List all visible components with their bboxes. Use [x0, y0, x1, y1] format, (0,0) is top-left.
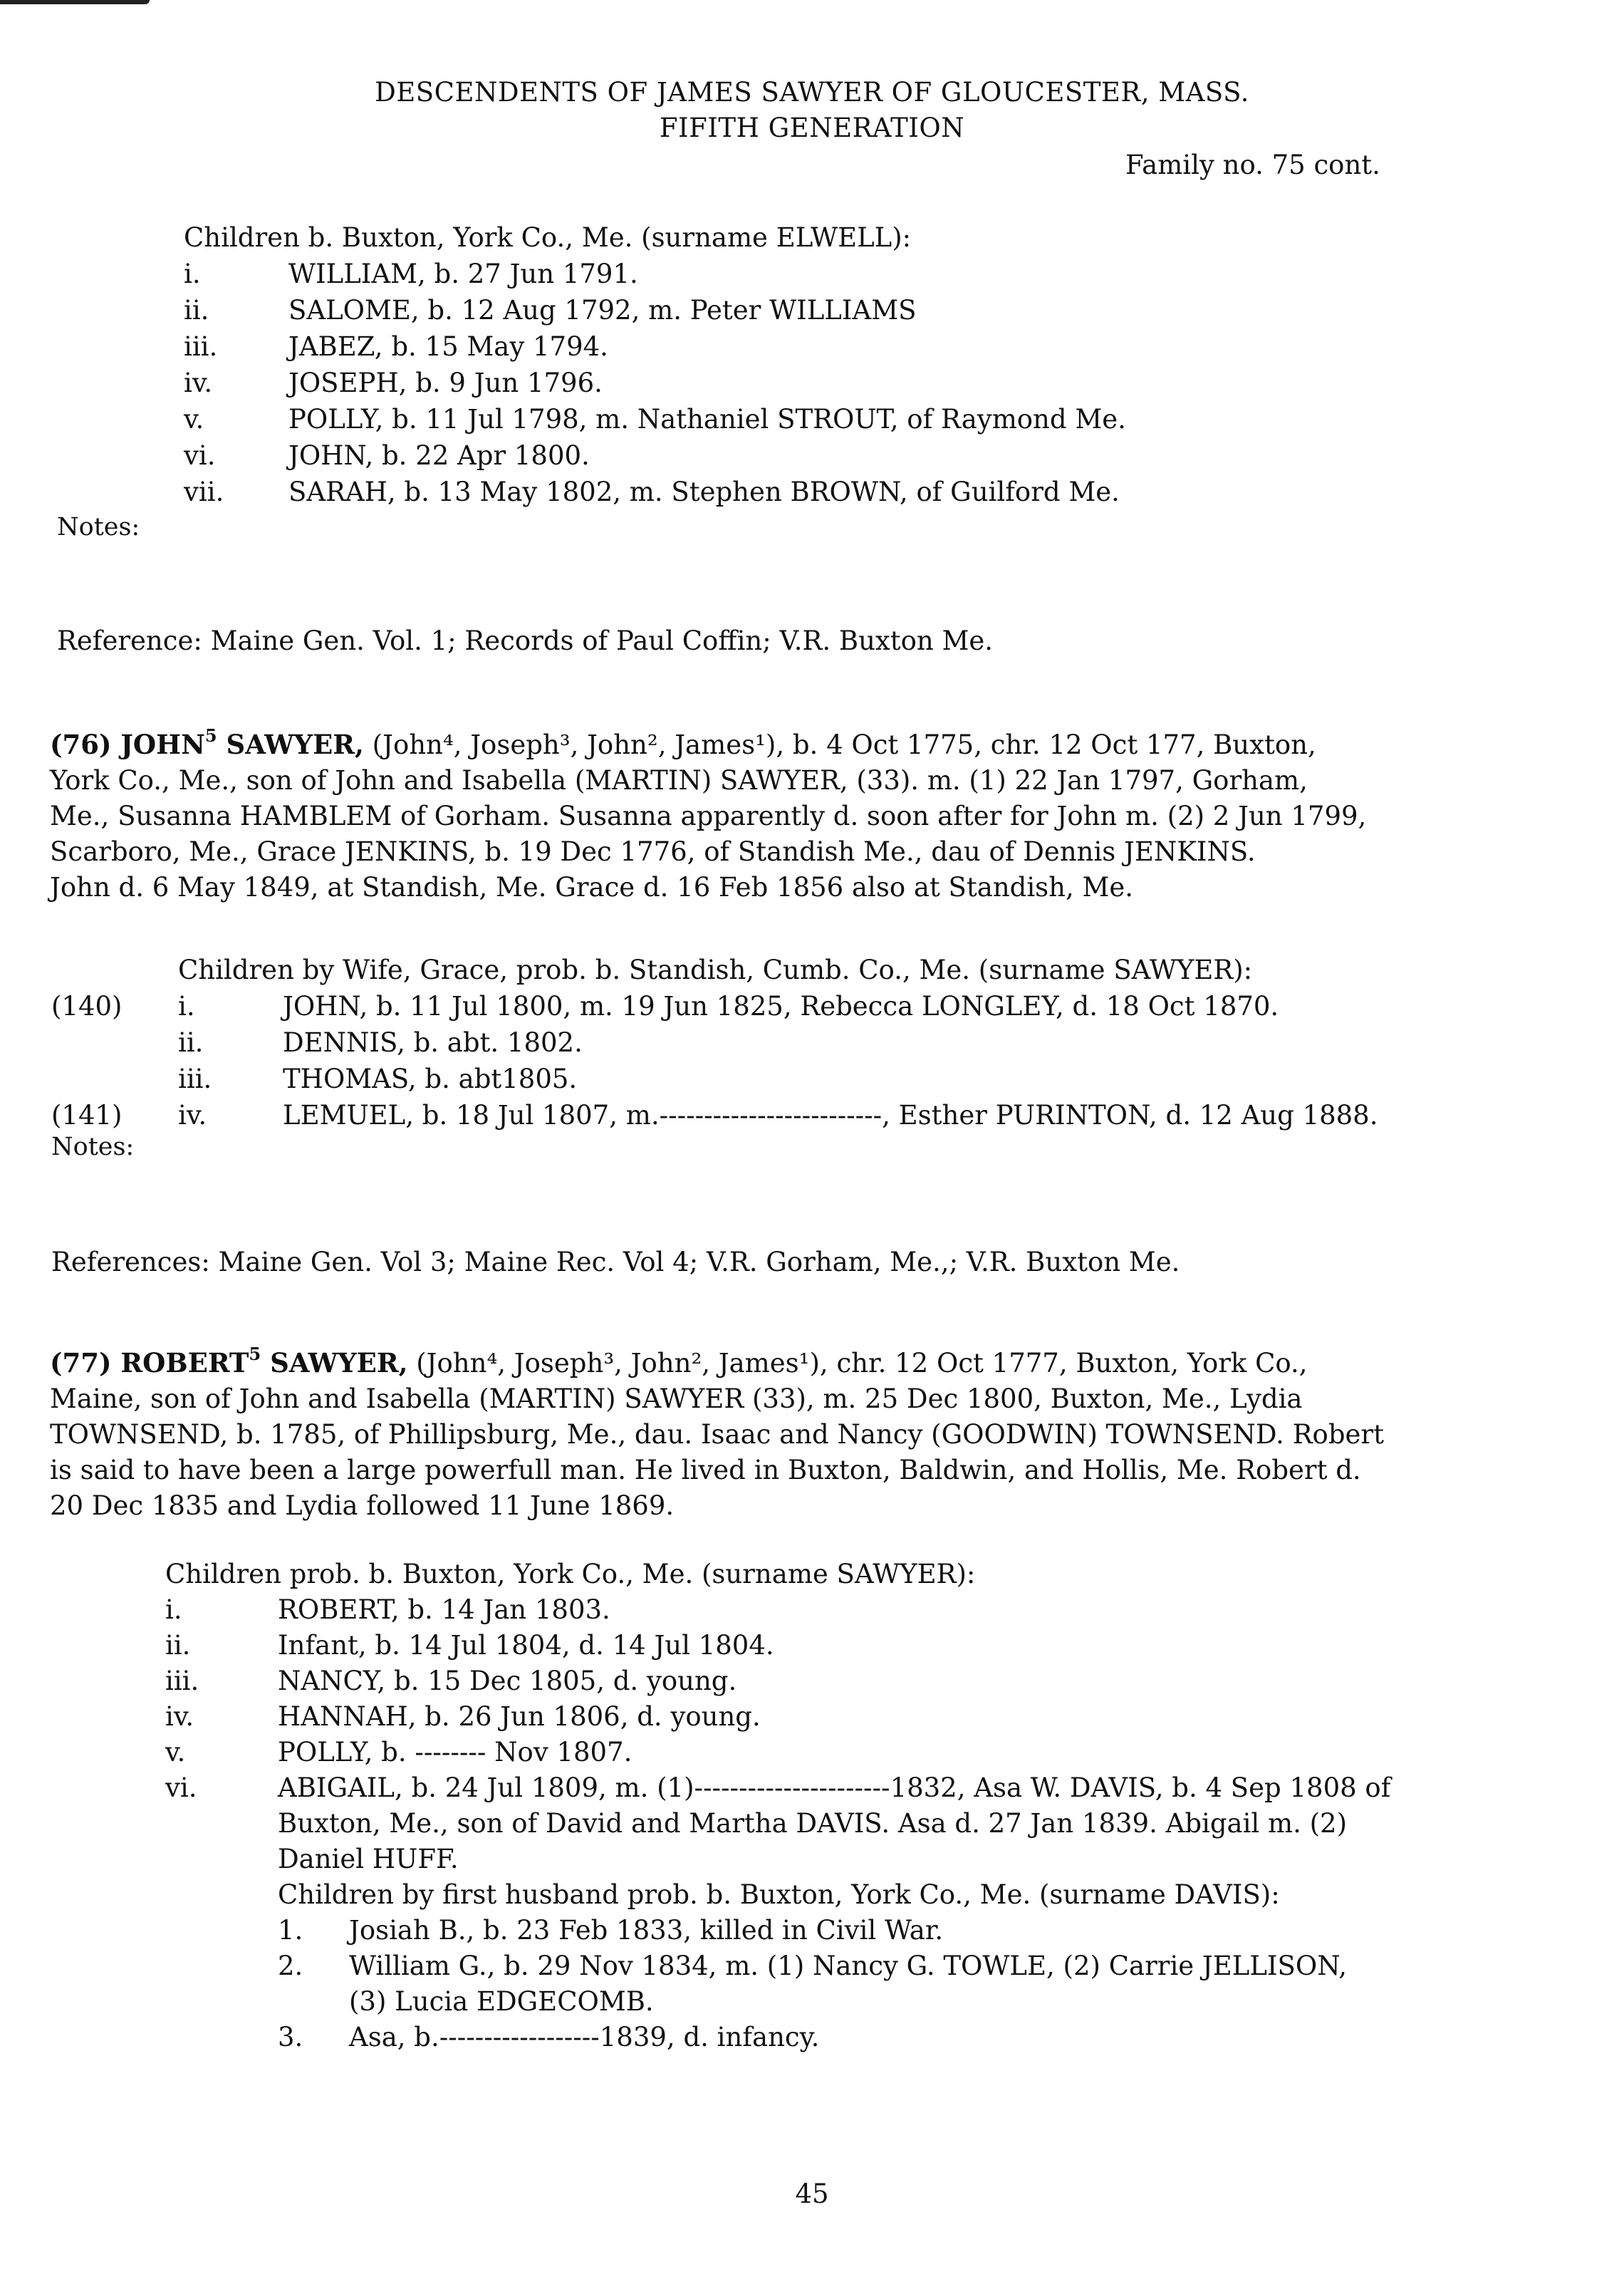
children-intro: Children prob. b. Buxton, York Co., Me. (surname SAWYER):: [165, 1559, 976, 1589]
grandchild-number: 2.: [278, 1951, 303, 1981]
grandchild-entry: William G., b. 29 Nov 1834, m. (1) Nancy G. TOWLE, (2) Carrie JELLISON,: [349, 1951, 1347, 1981]
child-entry: SARAH, b. 13 May 1802, m. Stephen BROWN, of Guilford Me.: [288, 477, 1120, 507]
child-roman: v.: [184, 404, 204, 435]
grandchild-entry-continued: (3) Lucia EDGECOMB.: [349, 1986, 654, 2017]
child-roman: ii.: [165, 1630, 191, 1661]
child-roman: iv.: [165, 1701, 194, 1732]
child-entry: WILLIAM, b. 27 Jun 1791.: [288, 259, 638, 289]
lineage-text: (John⁴, Joseph³, John², James¹), chr. 12 Oct 1777, Buxton, York Co.,: [416, 1348, 1308, 1379]
notes-label: Notes:: [51, 1133, 135, 1161]
child-roman: ii.: [178, 1027, 204, 1058]
paragraph-line: TOWNSEND, b. 1785, of Phillipsburg, Me., dau. Isaac and Nancy (GOODWIN) TOWNSEND. Robert: [50, 1419, 1384, 1450]
child-entry: Infant, b. 14 Jul 1804, d. 14 Jul 1804.: [278, 1630, 774, 1661]
family-77-paragraph: [50, 1345, 1489, 1524]
child-cross-reference: (140): [51, 991, 123, 1022]
child-roman: iv.: [184, 368, 213, 398]
child-cross-reference: (141): [51, 1100, 123, 1131]
child-entry: POLLY, b. 11 Jul 1798, m. Nathaniel STROUT, of Raymond Me.: [288, 404, 1126, 435]
child-roman: iii.: [184, 331, 218, 362]
child-entry: SALOME, b. 12 Aug 1792, m. Peter WILLIAMS: [288, 295, 917, 326]
child-roman: vii.: [184, 477, 224, 507]
child-roman: iii.: [178, 1064, 212, 1094]
grandchild-number: 3.: [278, 2022, 303, 2052]
child-entry: NANCY, b. 15 Dec 1805, d. young.: [278, 1666, 737, 1696]
child-entry: ROBERT, b. 14 Jan 1803.: [278, 1594, 610, 1625]
child-roman: iv.: [178, 1100, 207, 1131]
paragraph-line: 20 Dec 1835 and Lydia followed 11 June 1869.: [50, 1490, 675, 1521]
paragraph-line: is said to have been a large powerfull man. He lived in Buxton, Baldwin, and Hollis, Me. Robert d.: [50, 1455, 1361, 1485]
child-entry-continued: Buxton, Me., son of David and Martha DAVIS. Asa d. 27 Jan 1839. Abigail m. (2): [278, 1808, 1348, 1839]
child-entry-continued: Daniel HUFF.: [278, 1844, 459, 1874]
paragraph-line: Maine, son of John and Isabella (MARTIN) SAWYER (33), m. 25 Dec 1800, Buxton, Me., Lydia: [50, 1383, 1303, 1414]
paragraph-line: John d. 6 May 1849, at Standish, Me. Grace d. 16 Feb 1856 also at Standish, Me.: [50, 872, 1134, 903]
child-entry: JOHN, b. 22 Apr 1800.: [288, 440, 590, 471]
child-entry: THOMAS, b. abt1805.: [283, 1064, 578, 1094]
lineage-text: (John⁴, Joseph³, John², James¹), b. 4 Oct 1775, chr. 12 Oct 177, Buxton,: [372, 730, 1316, 760]
child-roman: i.: [184, 259, 201, 289]
child-entry: DENNIS, b. abt. 1802.: [283, 1027, 583, 1058]
grandchildren-intro: Children by first husband prob. b. Buxton, York Co., Me. (surname DAVIS):: [278, 1879, 1280, 1910]
scan-edge-mark: [0, 0, 150, 4]
paragraph-line: Scarboro, Me., Grace JENKINS, b. 19 Dec 1776, of Standish Me., dau of Dennis JENKINS.: [50, 836, 1256, 867]
child-roman: i.: [178, 991, 195, 1022]
child-entry: LEMUEL, b. 18 Jul 1807, m.-------------------------, Esther PURINTON, d. 12 Aug 1888.: [283, 1100, 1378, 1131]
child-entry: HANNAH, b. 26 Jun 1806, d. young.: [278, 1701, 761, 1732]
generation-title: FIFITH GENERATION: [659, 113, 965, 143]
child-entry: JOSEPH, b. 9 Jun 1796.: [288, 368, 603, 398]
child-entry: JOHN, b. 11 Jul 1800, m. 19 Jun 1825, Rebecca LONGLEY, d. 18 Oct 1870.: [283, 991, 1279, 1022]
family-head-name: (76) JOHN$^5$ SAWYER,: [50, 725, 364, 760]
children-intro: Children b. Buxton, York Co., Me. (surname ELWELL):: [184, 222, 912, 253]
child-entry: JABEZ, b. 15 May 1794.: [288, 331, 608, 362]
child-entry: POLLY, b. -------- Nov 1807.: [278, 1737, 633, 1767]
paragraph-line: Me., Susanna HAMBLEM of Gorham. Susanna apparently d. soon after for John m. (2) 2 Jun 1799,: [50, 801, 1367, 831]
document-title: DESCENDENTS OF JAMES SAWYER OF GLOUCESTER, MASS.: [375, 77, 1249, 108]
family-head-name: (77) ROBERT$^5$ SAWYER,: [50, 1344, 408, 1379]
child-roman: v.: [165, 1737, 186, 1767]
child-roman: ii.: [184, 295, 209, 326]
children-intro: Children by Wife, Grace, prob. b. Standish, Cumb. Co., Me. (surname SAWYER):: [178, 955, 1253, 985]
family-continued-label: Family no. 75 cont.: [1125, 150, 1380, 180]
child-roman: iii.: [165, 1666, 199, 1696]
paragraph-line: York Co., Me., son of John and Isabella (MARTIN) SAWYER, (33). m. (1) 22 Jan 1797, Gorham,: [50, 765, 1308, 796]
grandchild-entry: Asa, b.------------------1839, d. infancy.: [349, 2022, 820, 2052]
child-roman: i.: [165, 1594, 182, 1625]
page-number: 45: [795, 2179, 829, 2209]
grandchild-entry: Josiah B., b. 23 Feb 1833, killed in Civil War.: [349, 1915, 944, 1946]
reference-line: Reference: Maine Gen. Vol. 1; Records of Paul Coffin; V.R. Buxton Me.: [57, 625, 994, 656]
notes-label: Notes:: [57, 513, 140, 541]
reference-line: References: Maine Gen. Vol 3; Maine Rec. Vol 4; V.R. Gorham, Me.,; V.R. Buxton Me.: [51, 1247, 1180, 1277]
child-roman: vi.: [165, 1772, 197, 1803]
child-roman: vi.: [184, 440, 216, 471]
family-76-paragraph: [50, 727, 1489, 905]
grandchild-number: 1.: [278, 1915, 303, 1946]
child-entry: ABIGAIL, b. 24 Jul 1809, m. (1)----------------------1832, Asa W. DAVIS, b. 4 Sep 1808 of: [278, 1772, 1391, 1803]
